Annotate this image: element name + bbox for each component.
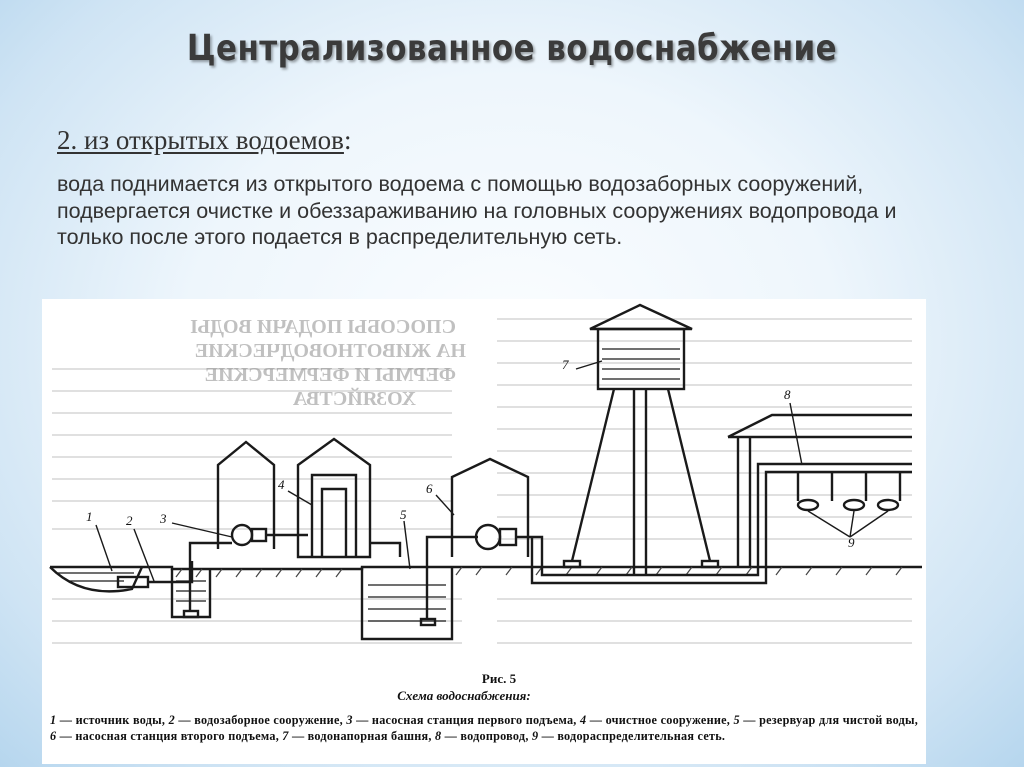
farm-building: [728, 415, 912, 567]
figure-number: Рис. 5: [481, 671, 517, 686]
legend-item: 1 — источник воды,: [50, 713, 166, 727]
bleed-line-1: СПОСОБЫ ПОДАЧИ ВОДЫ: [190, 316, 456, 338]
water-tower-riser: [634, 389, 646, 575]
legend-item: 5 — резервуар для чистой воды,: [733, 713, 919, 727]
legend-item: 3 — насосная станция первого подъема,: [346, 713, 577, 727]
callout-1: 1: [86, 509, 93, 524]
figure-caption: [42, 671, 926, 744]
water-tower-roof: [590, 305, 692, 329]
distribution-outlets: [798, 472, 900, 510]
bleed-line-4: ХОЗЯЙСТВА: [292, 388, 416, 410]
water-supply-scheme: [42, 299, 926, 764]
callout-8: 8: [784, 387, 791, 402]
legend-item: 4 — очистное сооружение,: [580, 713, 731, 727]
legend-item: 8 — водопровод,: [434, 729, 529, 743]
bleed-through-lines: [52, 319, 912, 643]
callout-3: 3: [160, 511, 167, 526]
bleed-through-text: [190, 316, 466, 410]
pipe-to-reservoir: [370, 543, 400, 557]
callout-4: 4: [278, 477, 285, 492]
ground-line: [50, 567, 922, 569]
slide-title: Централизованное водоснабжение: [186, 28, 838, 69]
pump-2: [476, 525, 500, 549]
figure-title: Схема водоснабжения:: [397, 688, 531, 703]
water-tower-legs: [572, 389, 710, 561]
figure-legend: [50, 712, 918, 744]
legend-item: 9 — водораспределительная сеть.: [531, 729, 726, 743]
body-paragraph: вода поднимается из открытого водоема с помощью водозаборных сооружений, подвергается очистке и обеззараживанию на головных сооружениях водопровода и только после этого подается в распределительную сеть.: [57, 172, 897, 249]
scheme-drawing: [42, 299, 926, 671]
intake-pipe: [148, 561, 192, 582]
callout-2: 2: [126, 513, 133, 528]
legend-item: 6 — насосная станция второго подъема,: [50, 729, 279, 743]
clean-water-reservoir: [362, 567, 452, 639]
subheading-text: 2. из открытых водоемов: [57, 125, 344, 155]
callout-6: 6: [426, 481, 433, 496]
bleed-line-2: НА ЖИВОТНОВОДЧЕСКИЕ: [194, 340, 466, 362]
legend-item: 2 — водозаборное сооружение,: [168, 713, 343, 727]
bleed-line-3: ФЕРМЫ И ФЕРМЕРСКИЕ: [204, 364, 456, 386]
callout-9: 9: [848, 535, 855, 550]
subheading: [57, 125, 351, 156]
subheading-colon: :: [343, 125, 352, 155]
callout-5: 5: [400, 507, 407, 522]
legend-item: 7 — водонапорная башня,: [282, 729, 432, 743]
pump-1: [232, 525, 252, 545]
callout-7: 7: [562, 357, 569, 372]
